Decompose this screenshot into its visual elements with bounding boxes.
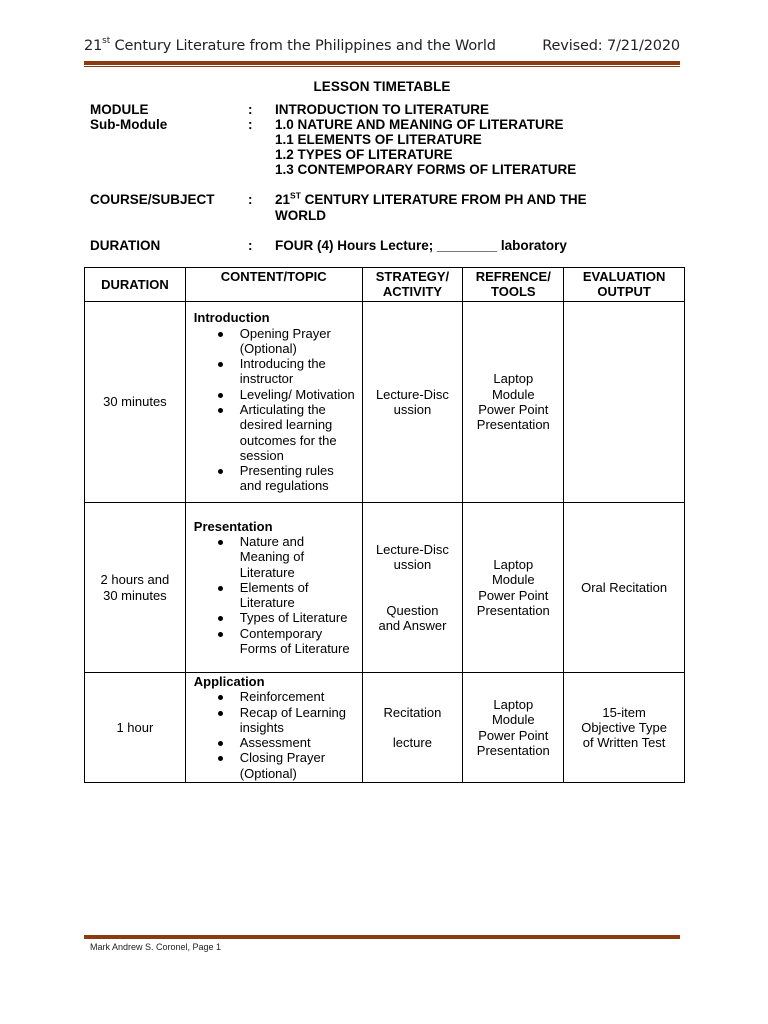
submodule-value: 1.0 NATURE AND MEANING OF LITERATURE: [275, 117, 564, 132]
row-evaluation: 15-item Objective Type of Written Test: [564, 673, 685, 783]
list-item: Opening Prayer (Optional): [240, 326, 358, 357]
row-evaluation: Oral Recitation: [564, 503, 685, 673]
duration-value: FOUR (4) Hours Lecture; ________ laboratory: [275, 238, 567, 253]
topic-list: [194, 689, 358, 781]
row-strategy: Lecture-Disc ussion Question and Answer: [362, 503, 463, 673]
header-content: CONTENT/TOPIC: [185, 268, 362, 302]
course-label: COURSE/SUBJECT: [90, 192, 215, 207]
section-title: Presentation: [193, 518, 273, 534]
page-header: [84, 38, 680, 60]
list-item: Reinforcement: [240, 689, 358, 704]
submodule-value: 1.1 ELEMENTS OF LITERATURE: [275, 132, 482, 147]
topic-list: [194, 326, 358, 494]
list-item: Assessment: [240, 735, 358, 750]
course-colon: :: [248, 192, 253, 207]
row-tools: Laptop Module Power Point Presentation: [463, 673, 564, 783]
row-tools: Laptop Module Power Point Presentation: [463, 503, 564, 673]
row-duration: 1 hour: [85, 673, 186, 783]
row-duration: 2 hours and 30 minutes: [85, 503, 186, 673]
module-colon: :: [248, 102, 253, 117]
list-item: Recap of Learning insights: [240, 705, 358, 736]
section-title: Application: [193, 673, 265, 689]
row-strategy: Lecture-Disc ussion: [362, 302, 463, 503]
list-item: Types of Literature: [240, 610, 358, 625]
table-row: [85, 302, 685, 503]
duration-label: DURATION: [90, 238, 161, 253]
row-evaluation: [564, 302, 685, 503]
row-duration: 30 minutes: [85, 302, 186, 503]
footer-rule-thick: [84, 935, 680, 939]
topic-list: [194, 534, 358, 656]
list-item: Elements of Literature: [240, 580, 358, 611]
list-item: Presenting rules and regulations: [240, 463, 358, 494]
header-duration: DURATION: [85, 268, 186, 302]
submodule-value: 1.2 TYPES OF LITERATURE: [275, 147, 453, 162]
submodule-label: Sub-Module: [90, 117, 168, 132]
submodule-colon: :: [248, 117, 253, 132]
table-header-row: [85, 268, 685, 302]
table-row: [85, 503, 685, 673]
lesson-timetable: [84, 267, 685, 783]
page-footer: Mark Andrew S. Coronel, Page 1: [90, 942, 222, 952]
row-content: [185, 673, 362, 783]
list-item: Nature and Meaning of Literature: [240, 534, 358, 580]
lesson-timetable-title: LESSON TIMETABLE: [313, 79, 451, 94]
course-value-line2: WORLD: [275, 208, 326, 223]
module-label: MODULE: [90, 102, 149, 117]
list-item: Introducing the instructor: [240, 356, 358, 387]
row-content: [185, 503, 362, 673]
header-rule-thin: [84, 66, 680, 67]
section-title: Introduction: [193, 310, 270, 326]
header-strategy: STRATEGY/ ACTIVITY: [362, 268, 463, 302]
header-reference: REFRENCE/ TOOLS: [463, 268, 564, 302]
row-content: [185, 302, 362, 503]
course-header-title: 21st Century Literature from the Philippines and the World: [84, 36, 496, 54]
course-value: 21ST CENTURY LITERATURE FROM PH AND THE: [275, 190, 587, 207]
table-row: [85, 673, 685, 783]
list-item: Leveling/ Motivation: [240, 387, 358, 402]
list-item: Closing Prayer (Optional): [240, 750, 358, 781]
header-evaluation: EVALUATION OUTPUT: [564, 268, 685, 302]
submodule-value: 1.3 CONTEMPORARY FORMS OF LITERATURE: [275, 162, 577, 177]
row-strategy: Recitation lecture: [362, 673, 463, 783]
list-item: Articulating the desired learning outcomes for the session: [240, 402, 358, 463]
list-item: Contemporary Forms of Literature: [240, 626, 358, 657]
header-rule-thick: [84, 61, 680, 65]
module-value: INTRODUCTION TO LITERATURE: [275, 102, 489, 117]
revised-date: Revised: 7/21/2020: [542, 38, 680, 54]
row-tools: Laptop Module Power Point Presentation: [463, 302, 564, 503]
duration-colon: :: [248, 238, 253, 253]
